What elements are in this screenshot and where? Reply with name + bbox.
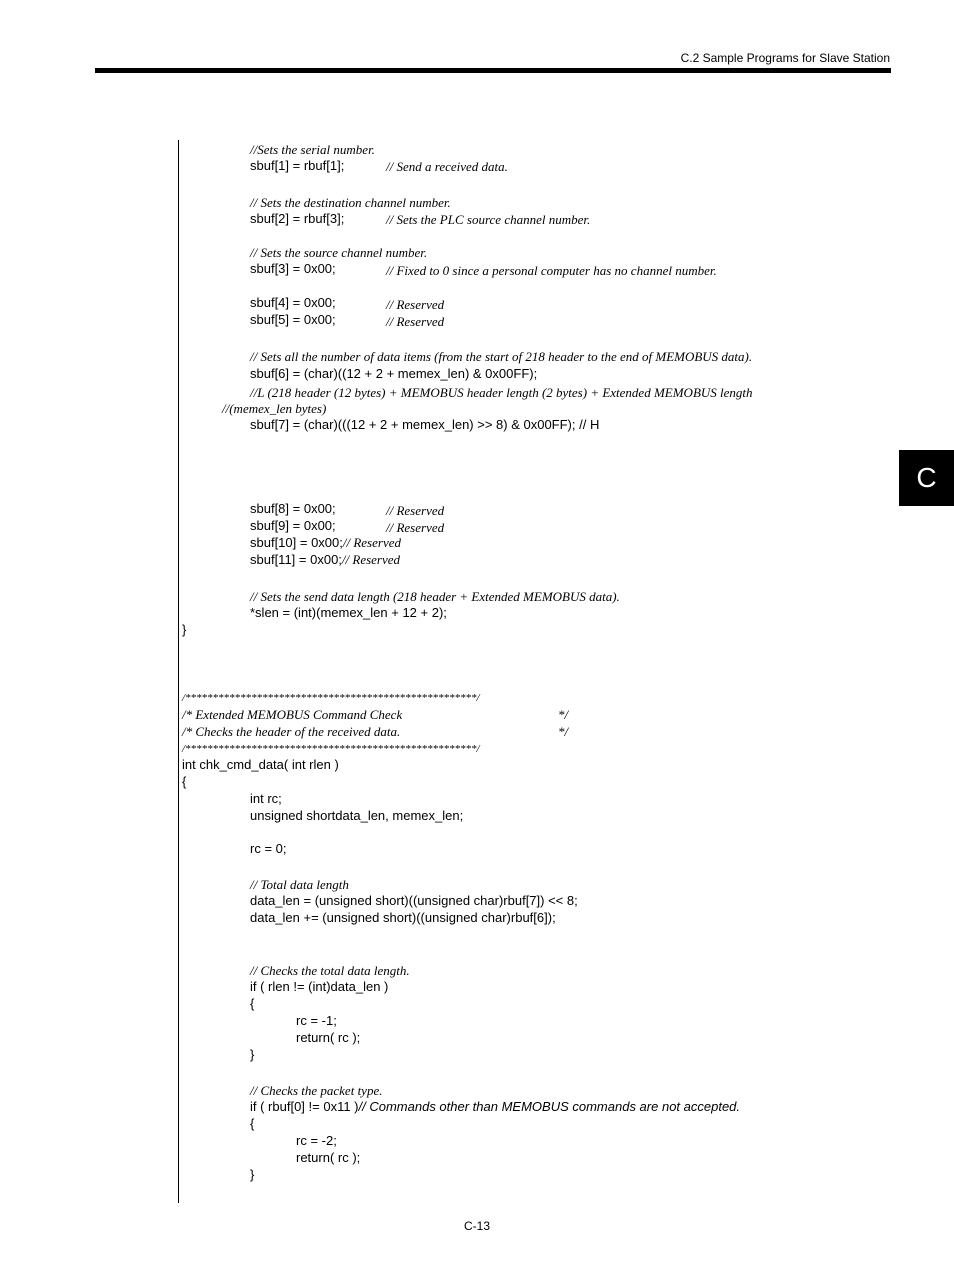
code-line: sbuf[6] = (char)((12 + 2 + memex_len) & 0x00FF); [250, 366, 538, 381]
code-comment: //Sets the serial number. [250, 142, 375, 157]
code-line: sbuf[11] = 0x00; [250, 552, 342, 567]
code-line: sbuf[8] = 0x00; [250, 501, 336, 516]
code-comment: //(memex_len bytes) [222, 401, 327, 416]
code-comment: // Fixed to 0 since a personal computer has no channel number. [386, 263, 717, 278]
code-comment: /*****************************************************/ [182, 692, 480, 704]
code-comment: // Sets the send data length (218 header + Extended MEMOBUS data). [250, 589, 620, 604]
code-comment: /* Extended MEMOBUS Command Check [182, 707, 403, 722]
code-comment: // Reserved [386, 503, 445, 518]
code-comment: // Sets the destination channel number. [250, 195, 451, 210]
code-line: sbuf[7] = (char)(((12 + 2 + memex_len) >> 8) & 0x00FF); // H [250, 417, 600, 432]
code-line: } [182, 622, 187, 637]
code-comment: //L (218 header (12 bytes) + MEMOBUS header length (2 bytes) + Extended MEMOBUS length [250, 385, 753, 400]
code-line: } [250, 1047, 255, 1062]
header-rule [95, 68, 891, 73]
code-line: *slen = (int)(memex_len + 12 + 2); [250, 605, 447, 620]
code-line: rc = 0; [250, 841, 287, 856]
code-line: sbuf[9] = 0x00; [250, 518, 336, 533]
code-line: if ( rbuf[0] != 0x11 ) [250, 1099, 359, 1114]
page-number: C-13 [463, 1219, 490, 1233]
code-comment: // Reserved [341, 552, 401, 567]
code-line: if ( rlen != (int)data_len ) [250, 979, 389, 994]
code-comment: // Checks the total data length. [250, 963, 410, 978]
code-line: sbuf[10] = 0x00; [250, 535, 343, 550]
appendix-tab: C [899, 450, 954, 506]
code-comment: */ [558, 724, 569, 739]
code-comment: // Total data length [250, 877, 349, 892]
code-line: { [250, 996, 255, 1011]
code-comment: /*****************************************************/ [182, 743, 480, 755]
code-line: return( rc ); [296, 1030, 361, 1045]
code-line: } [250, 1167, 255, 1182]
code-line: sbuf[4] = 0x00; [250, 295, 336, 310]
code-comment: // Commands other than MEMOBUS commands are not accepted. [358, 1099, 741, 1114]
code-comment: // Send a received data. [386, 159, 508, 174]
code-comment: // Sets the PLC source channel number. [386, 212, 591, 227]
code-comment: // Reserved [386, 520, 445, 535]
code-comment: // Sets all the number of data items (from the start of 218 header to the end of MEMOBUS data). [250, 349, 753, 364]
code-line: data_len += (unsigned short)((unsigned char)rbuf[6]); [250, 910, 556, 925]
code-line: return( rc ); [296, 1150, 361, 1165]
code-line: sbuf[5] = 0x00; [250, 312, 336, 327]
code-comment: // Sets the source channel number. [250, 245, 428, 260]
code-comment: // Reserved [386, 314, 445, 329]
code-comment: // Reserved [342, 535, 401, 550]
code-line: unsigned shortdata_len, memex_len; [250, 808, 464, 823]
code-line: sbuf[1] = rbuf[1]; [250, 158, 345, 173]
code-comment: */ [558, 707, 569, 722]
code-line: sbuf[3] = 0x00; [250, 261, 336, 276]
code-line: sbuf[2] = rbuf[3]; [250, 211, 345, 226]
section-header: C.2 Sample Programs for Slave Station [680, 51, 890, 65]
code-line: data_len = (unsigned short)((unsigned char)rbuf[7]) << 8; [250, 893, 578, 908]
code-comment: /* Checks the header of the received data. [182, 724, 401, 739]
code-line-group [250, 1099, 740, 1115]
code-line: rc = -1; [296, 1013, 337, 1028]
code-comment: // Reserved [386, 297, 445, 312]
code-line-group [250, 535, 401, 551]
margin-line [178, 140, 179, 1203]
code-line: rc = -2; [296, 1133, 337, 1148]
code-line: int rc; [250, 791, 282, 806]
code-line: { [250, 1116, 255, 1131]
code-comment: // Checks the packet type. [250, 1083, 383, 1098]
code-line: { [182, 774, 187, 789]
code-line: int chk_cmd_data( int rlen ) [182, 757, 339, 772]
code-line-group [250, 552, 400, 568]
